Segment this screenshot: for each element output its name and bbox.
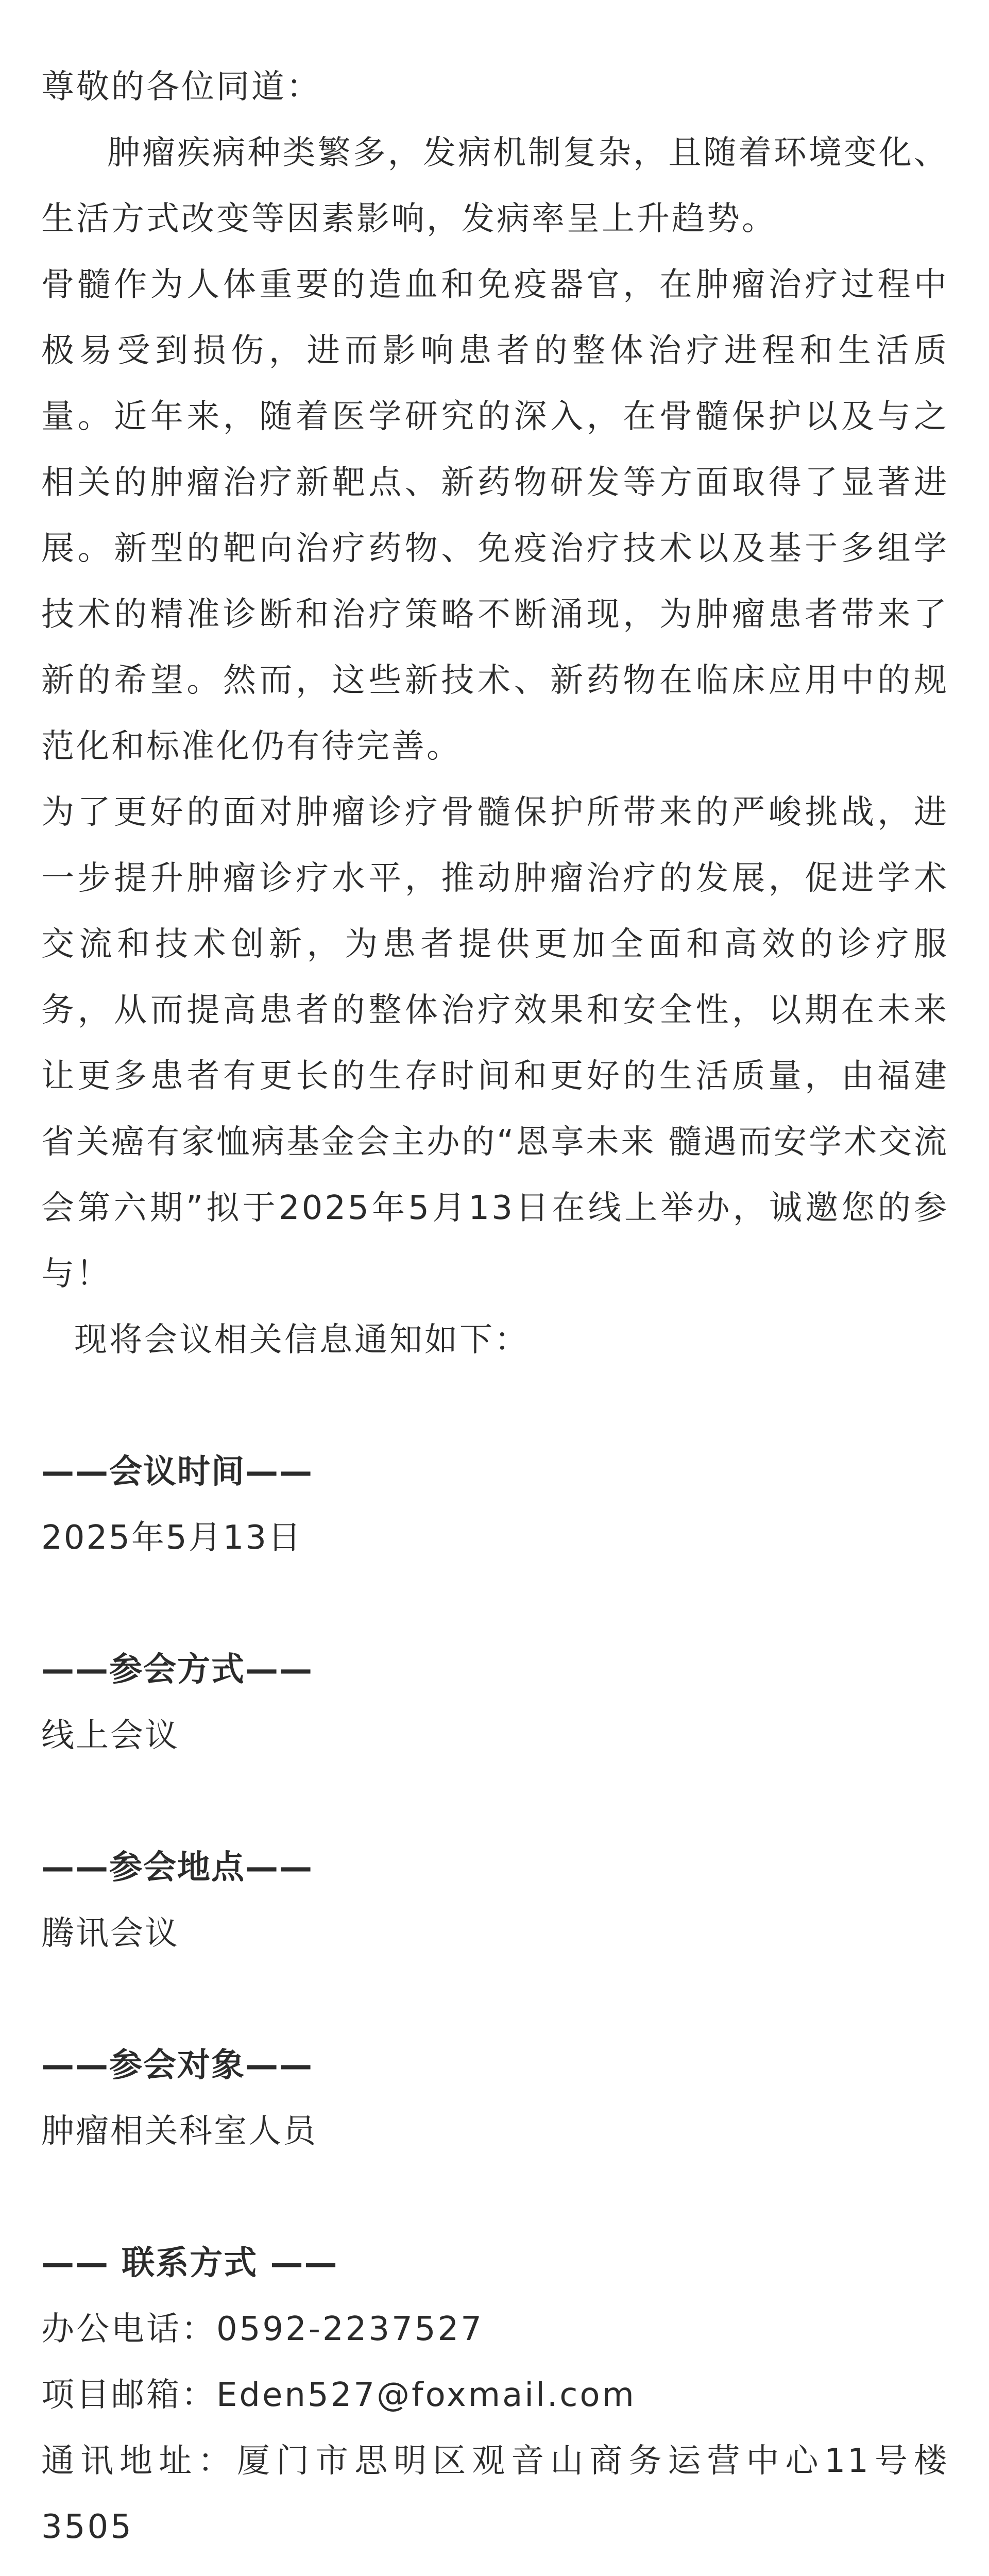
meeting-time-heading: ——会议时间—— [41, 1453, 313, 1491]
notice-content [41, 54, 949, 2560]
purpose-paragraph: 为了更好的面对肿瘤诊疗骨髓保护所带来的严峻挑战，进一步提升肿瘤诊疗水平，推动肿瘤治疗的发展，促进学术交流和技术创新，为患者提供更加全面和高效的诊疗服务，从而提高患者的整体治疗效果和安全性，以期在未来让更多患者有更长的生存时间和更好的生活质量，由福建省关癌有家恤病基金会主办的“恩享未来 髓遇而安学术交流会第六期”拟于2025年5月13日在线上举办，诚邀您的参与！ [41, 793, 949, 1293]
meeting-venue-value: 腾讯会议 [41, 1914, 179, 1953]
meeting-audience-value: 肿瘤相关科室人员 [41, 2112, 317, 2150]
intro-paragraph: 肿瘤疾病种类繁多，发病机制复杂，且随着环境变化、生活方式改变等因素影响，发病率呈上升趋势。 [41, 134, 949, 238]
section-meeting-audience [41, 2032, 949, 2164]
meeting-audience-heading: ——参会对象—— [41, 2046, 313, 2084]
section-meeting-mode [41, 1637, 949, 1769]
meeting-mode-heading: ——参会方式—— [41, 1651, 313, 1689]
contact-phone: 办公电话：0592-2237527 [41, 2310, 484, 2348]
info-lead-paragraph: 现将会议相关信息通知如下： [74, 1321, 530, 1359]
meeting-venue-heading: ——参会地点—— [41, 1849, 313, 1887]
contact-address: 通讯地址：厦门市思明区观音山商务运营中心11号楼3505 [41, 2442, 949, 2546]
greeting: 尊敬的各位同道： [41, 68, 321, 106]
spacer [41, 1571, 949, 1637]
spacer [41, 1373, 949, 1439]
section-contact [41, 2230, 949, 2560]
spacer [41, 1967, 949, 2032]
contact-heading: —— 联系方式 —— [41, 2244, 338, 2282]
contact-email: 项目邮箱：Eden527@foxmail.com [41, 2376, 636, 2414]
spacer [41, 1769, 949, 1835]
spacer [41, 2164, 949, 2230]
meeting-mode-value: 线上会议 [41, 1717, 179, 1755]
bone-marrow-paragraph: 骨髓作为人体重要的造血和免疫器官，在肿瘤治疗过程中极易受到损伤，进而影响患者的整体治疗进程和生活质量。近年来，随着医学研究的深入，在骨髓保护以及与之相关的肿瘤治疗新靶点、新药物研发等方面取得了显著进展。新型的靶向治疗药物、免疫治疗技术以及基于多组学技术的精准诊断和治疗策略不断涌现，为肿瘤患者带来了新的希望。然而，这些新技术、新药物在临床应用中的规范化和标准化仍有待完善。 [41, 266, 949, 766]
meeting-time-value: 2025年5月13日 [41, 1519, 303, 1557]
section-meeting-time [41, 1439, 949, 1571]
section-meeting-venue [41, 1835, 949, 1967]
